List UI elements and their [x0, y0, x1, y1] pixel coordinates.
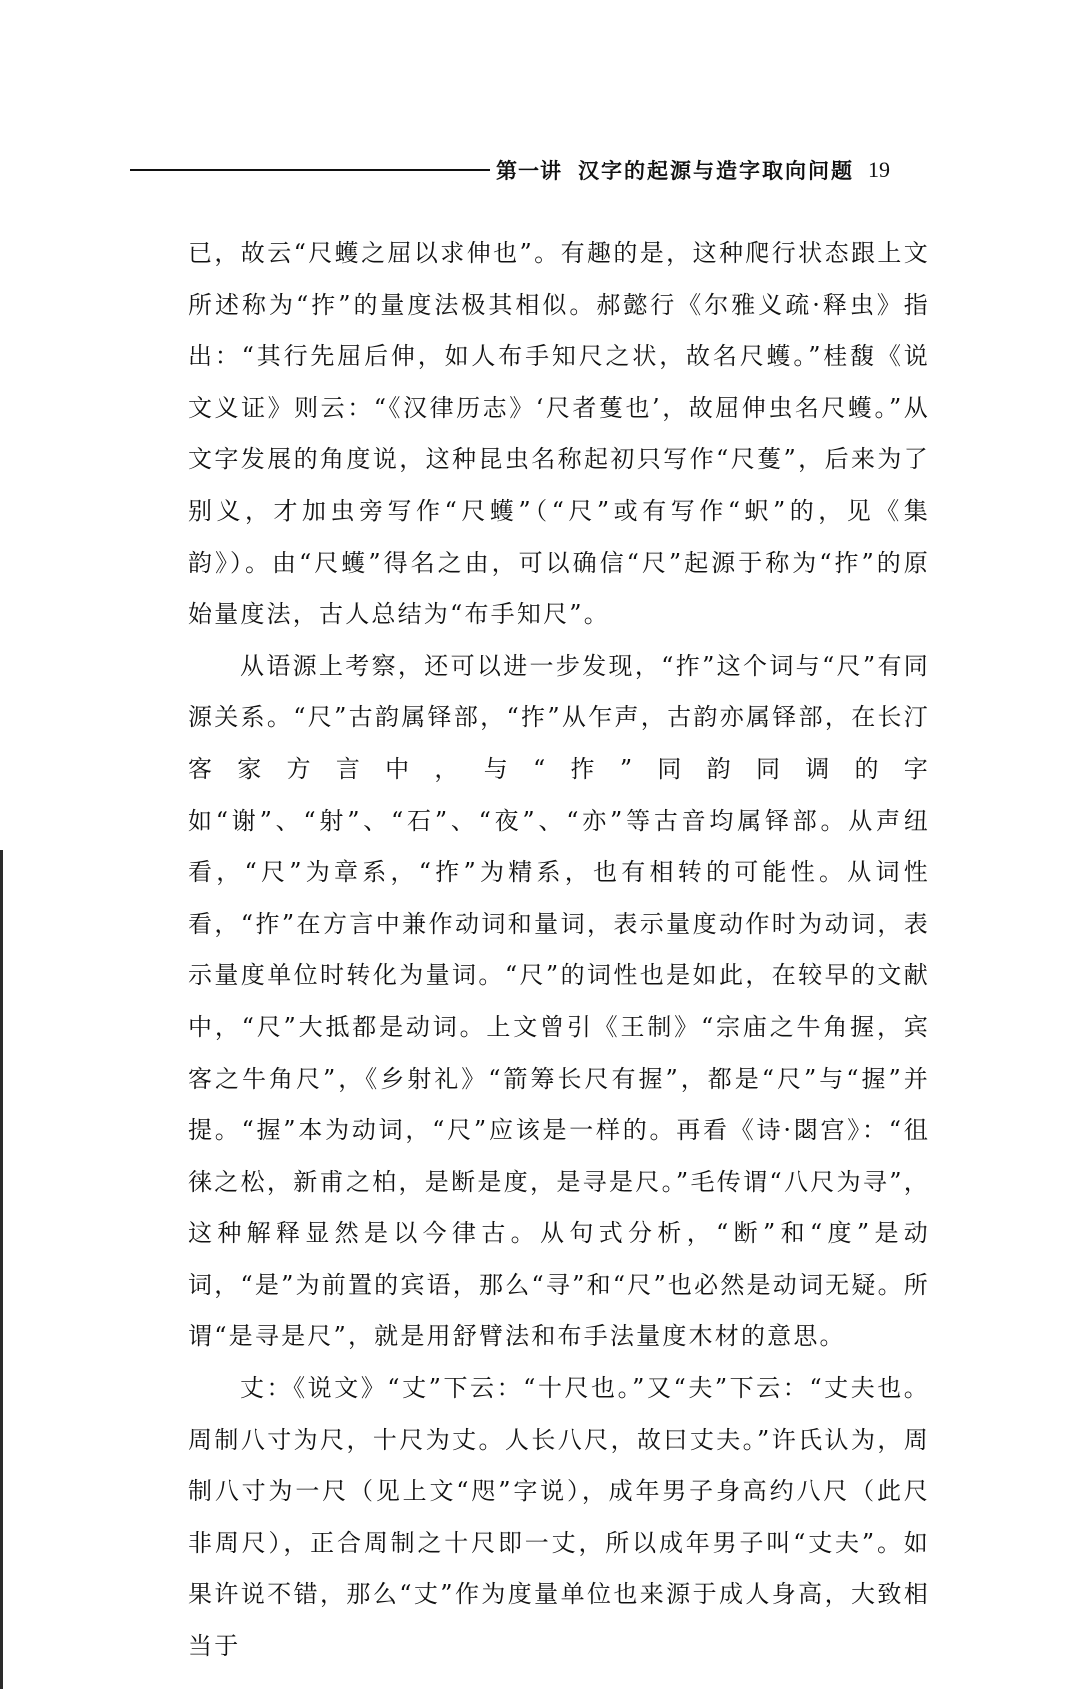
paragraph: 从语源上考察，还可以进一步发现，“拃”这个词与“尺”有同源关系。“尺”古韵属铎部，“拃”从乍声，古韵亦属铎部，在长汀客家方言中，与“拃”同韵同调的字如“谢”、“射”、“石”、“夜”、“亦”等古音均属铎部。从声纽看，“尺”为章系，“拃”为精系，也有相转的可能性。从词性看，“拃”在方言中兼作动词和量词，表示量度动作时为动词，表示量度单位时转化为量词。“尺”的词性也是如此，在较早的文献中，“尺”大抵都是动词。上文曾引《王制》“宗庙之牛角握，宾客之牛角尺”，《乡射礼》“箭筹长尺有握”，都是“尺”与“握”并提。“握”本为动词，“尺”应该是一样的。再看《诗·閟宫》：“徂徕之松，新甫之柏，是断是度，是寻是尺。”毛传谓“八尺为寻”，这种解释显然是以今律古。从句式分析，“断”和“度”是动词，“是”为前置的宾语，那么“寻”和“尺”也必然是动词无疑。所谓“是寻是尺”，就是用舒臂法和布手法量度木材的意思。 [188, 651, 930, 1351]
page-number: 19 [868, 157, 890, 182]
paragraph: 已，故云“尺蠖之屈以求伸也”。有趣的是，这种爬行状态跟上文所述称为“拃”的量度法极其相似。郝懿行《尔雅义疏·释虫》指出：“其行先屈后伸，如人布手知尺之状，故名尺蠖。”桂馥《说文义证》则云：“《汉律历志》‘尺者蒦也’，故屈伸虫名尺蠖。”从文字发展的角度说，这种昆虫名称起初只写作“尺蒦”，后来为了别义，才加虫旁写作“尺蠖”（“尺”或有写作“蚇”的，见《集韵》）。由“尺蠖”得名之由，可以确信“尺”起源于称为“拃”的原始量度法，古人总结为“布手知尺”。 [188, 239, 930, 629]
body-text [188, 228, 930, 1673]
running-head [130, 150, 930, 190]
chapter-label: 第一讲 [496, 158, 562, 183]
paragraph: 丈：《说文》“丈”下云：“十尺也。”又“夫”下云：“丈夫也。周制八寸为尺，十尺为丈。人长八尺，故曰丈夫。”许氏认为，周制八寸为一尺（见上文“咫”字说），成年男子身高约八尺（此尺非周尺），正合周制之十尺即一丈，所以成年男子叫“丈夫”。如果许说不错，那么“丈”作为度量单位也来源于成人身高，大致相当于 [188, 1374, 930, 1661]
header-rule [130, 169, 490, 171]
scan-edge-shadow [0, 850, 3, 1689]
chapter-title: 汉字的起源与造字取向问题 [578, 158, 854, 183]
